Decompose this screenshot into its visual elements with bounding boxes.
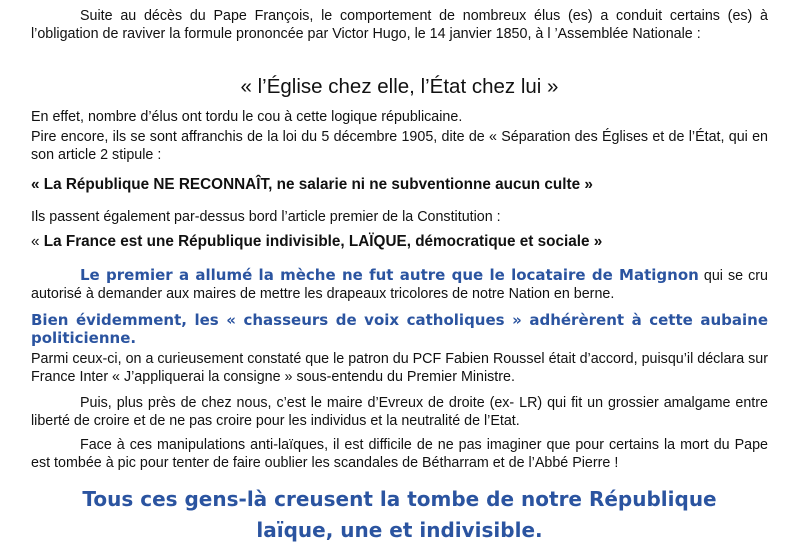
conclusion-line-2: laïque, une et indivisible. [256, 518, 543, 542]
constitution-quote-text: La France est une République indivisible, LAÏQUE, démocratique et sociale » [43, 233, 603, 250]
chasseurs-highlight: Bien évidemment, les « chasseurs de voix catholiques » adhérèrent à cette aubaine politicienne. [31, 311, 768, 347]
constitution-quote [31, 233, 768, 251]
intro-paragraph: Suite au décès du Pape François, le comportement de nombreux élus (es) a conduit certains (es) à l’obligation de raviver la formule prononcée par Victor Hugo, le 14 janvier 1850, à l ’Assemblée Nationale : [31, 8, 768, 42]
effet-line: En effet, nombre d’élus ont tordu le cou à cette logique républicaine. [31, 109, 463, 125]
roussel-paragraph: Parmi ceux-ci, on a curieusement constaté que le patron du PCF Fabien Roussel était d’accord, puisqu’il déclara sur France Inter « J’appliquerai la consigne » sous-entendu du Premier Ministre. [31, 351, 768, 385]
pire-encore-paragraph: Pire encore, ils se sont affranchis de la loi du 5 décembre 1905, dite de « Séparation des Églises et de l’État, qui en son article 2 stipule : [31, 129, 768, 163]
matignon-rest: qui se cru autorisé à demander aux maires de mettre les drapeaux tricolores de notre Nation en berne. [31, 268, 768, 302]
article2-quote: « La République NE RECONNAÎT, ne salarie ni ne subventionne aucun culte » [31, 176, 593, 193]
manipulations-paragraph: Face à ces manipulations anti-laïques, il est difficile de ne pas imaginer que pour certains la mort du Pape est tombée à pic pour tenter de faire oublier les scandales de Bétharram et de l’Abbé Pierre ! [31, 437, 768, 471]
constitution-intro: Ils passent également par-dessus bord l’article premier de la Constitution : [31, 209, 501, 225]
matignon-paragraph [31, 266, 768, 303]
hugo-quote: « l’Église chez elle, l’État chez lui » [240, 75, 559, 98]
conclusion-line-1: Tous ces gens-là creusent la tombe de notre République [82, 487, 717, 511]
matignon-highlight: Le premier a allumé la mèche ne fut autre que le locataire de Matignon [80, 266, 699, 284]
evreux-paragraph: Puis, plus près de chez nous, c’est le maire d’Evreux de droite (ex- LR) qui fit un grossier amalgame entre liberté de croire et de ne pas croire pour les individus et la neutralité de l’Etat. [31, 395, 768, 429]
quote-open-mark: « [31, 233, 44, 250]
